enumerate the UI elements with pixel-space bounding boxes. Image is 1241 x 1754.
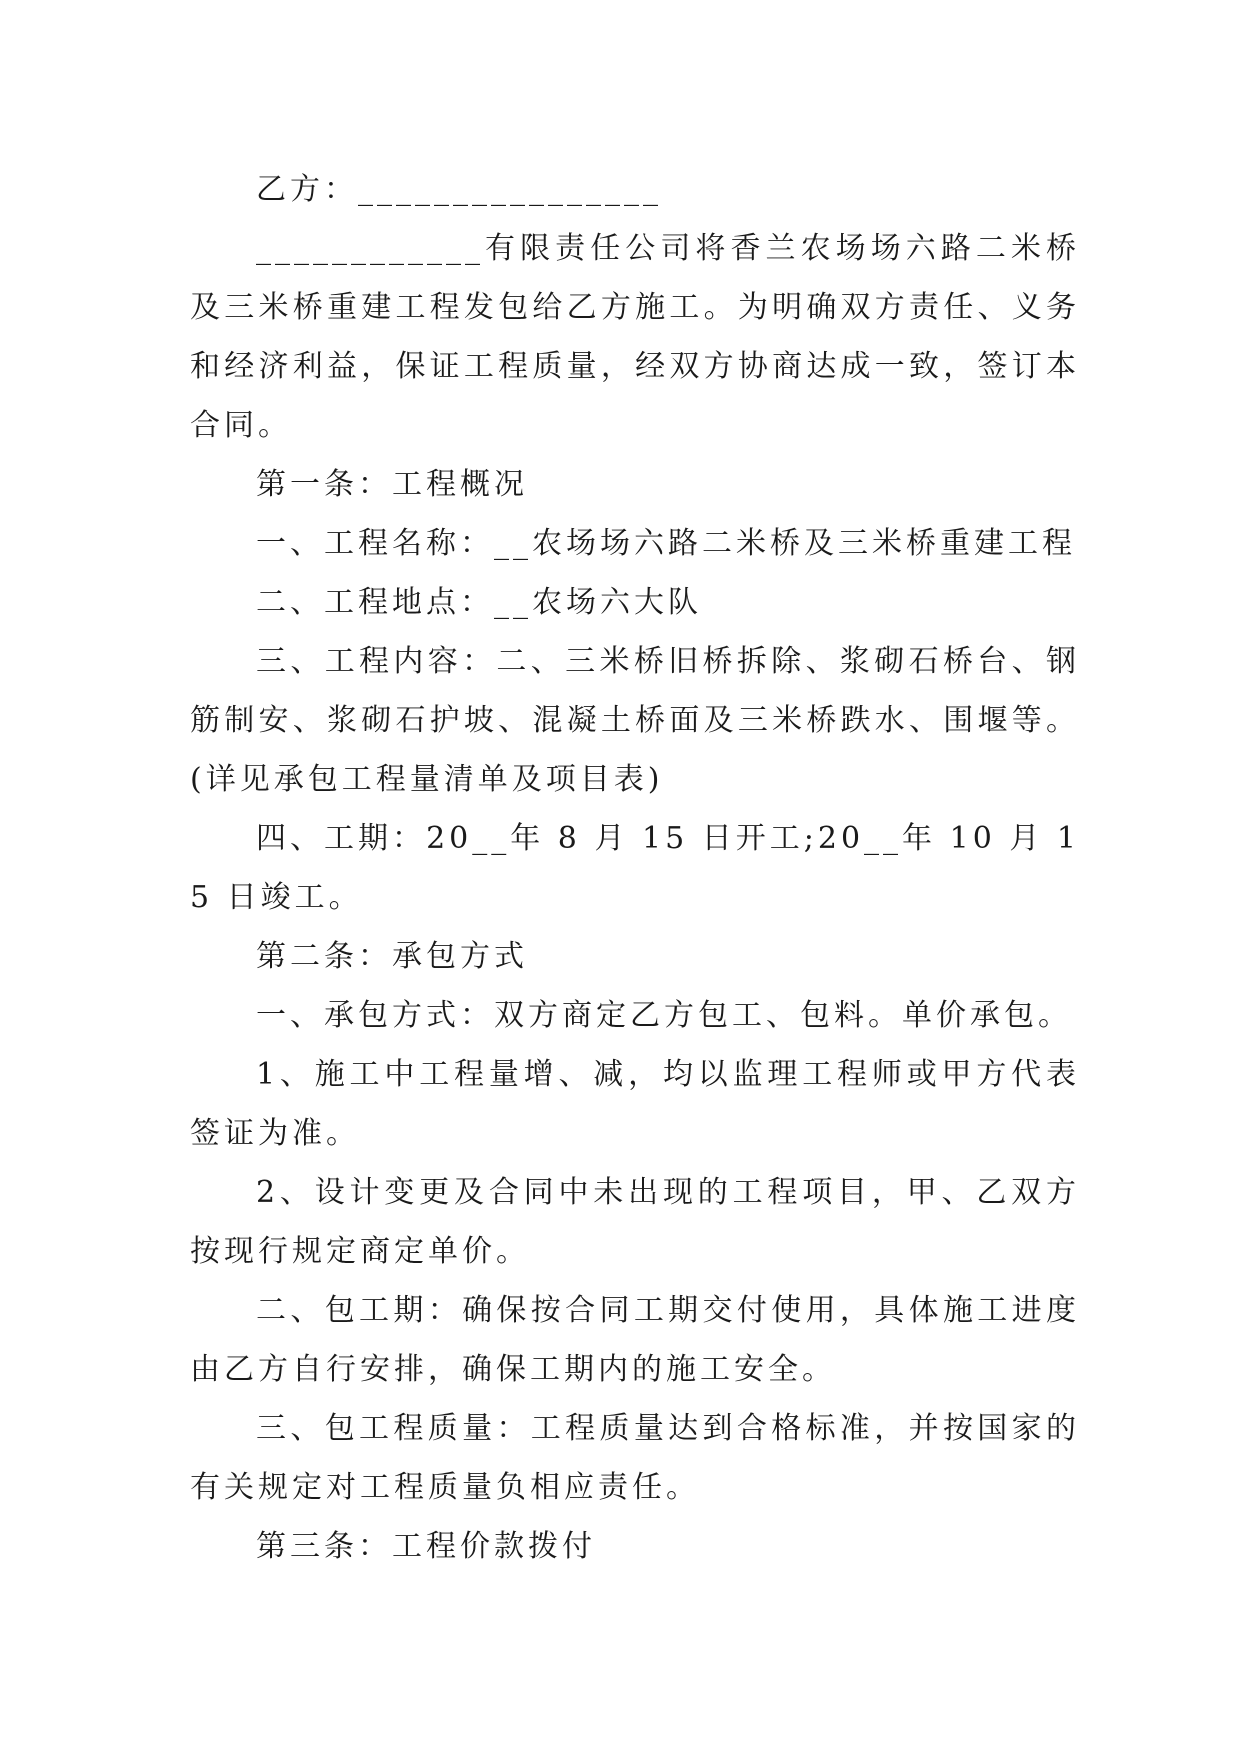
document-body xyxy=(190,160,1080,1576)
article-2-heading: 第二条：承包方式 xyxy=(256,939,528,974)
project-name-line: 一、工程名称：__农场场六路二米桥及三米桥重建工程 xyxy=(256,526,1076,561)
quantity-change-paragraph: 1、施工中工程量增、减，均以监理工程师或甲方代表签证为准。 xyxy=(190,1057,1080,1151)
quality-paragraph: 三、包工程质量：工程质量达到合格标准，并按国家的有关规定对工程质量负相应责任。 xyxy=(190,1411,1080,1505)
intro-paragraph: ____________有限责任公司将香兰农场场六路二米桥及三米桥重建工程发包给乙方施工。为明确双方责任、义务和经济利益，保证工程质量，经双方协商达成一致，签订本合同。 xyxy=(190,231,1080,443)
contract-method-line: 一、承包方式：双方商定乙方包工、包料。单价承包。 xyxy=(256,998,1072,1033)
project-period-paragraph: 四、工期：20__年 8 月 15 日开工;20__年 10 月 15 日竣工。 xyxy=(190,821,1080,915)
party-b-line: 乙方：________________ xyxy=(256,172,662,207)
project-content-paragraph: 三、工程内容：二、三米桥旧桥拆除、浆砌石桥台、钢筋制安、浆砌石护坡、混凝土桥面及三米桥跌水、围堰等。(详见承包工程量清单及项目表) xyxy=(190,644,1080,797)
article-1-heading: 第一条：工程概况 xyxy=(256,467,528,502)
article-3-heading: 第三条：工程价款拨付 xyxy=(256,1529,596,1564)
schedule-paragraph: 二、包工期：确保按合同工期交付使用，具体施工进度由乙方自行安排，确保工期内的施工安全。 xyxy=(190,1293,1080,1387)
design-change-paragraph: 2、设计变更及合同中未出现的工程项目，甲、乙双方按现行规定商定单价。 xyxy=(190,1175,1080,1269)
project-location-line: 二、工程地点：__农场六大队 xyxy=(256,585,702,620)
